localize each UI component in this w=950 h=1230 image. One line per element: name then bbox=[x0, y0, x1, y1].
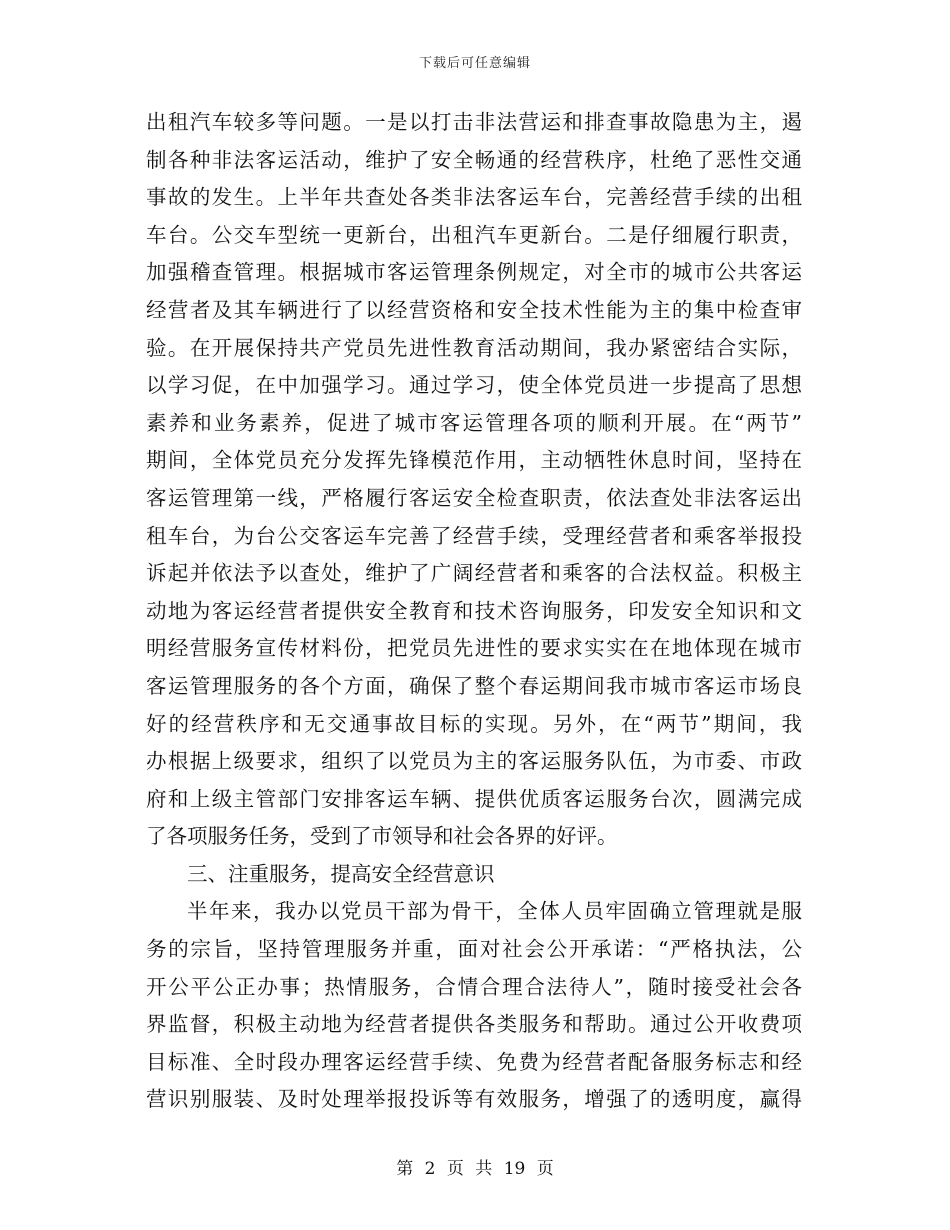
text-line: 素养和业务素养，促进了城市客运管理各项的顺利开展。在“两节” bbox=[146, 410, 802, 435]
text-line: 客运管理服务的各个方面，确保了整个春运期间我市城市客运市场良 bbox=[146, 673, 802, 698]
text-line: 期间，全体党员充分发挥先锋模范作用，主动牺牲休息时间，坚持在 bbox=[146, 448, 802, 473]
text-line: 动地为客运经营者提供安全教育和技术咨询服务，印发安全知识和文 bbox=[146, 598, 802, 623]
text-line: 开公平公正办事；热情服务，合情合理合法待人”，随时接受社会各 bbox=[146, 974, 802, 999]
text-line: 客运管理第一线，严格履行客运安全检查职责，依法查处非法客运出 bbox=[146, 485, 802, 510]
text-line: 明经营服务宣传材料份，把党员先进性的要求实实在在地体现在城市 bbox=[146, 636, 802, 661]
text-line: 加强稽查管理。根据城市客运管理条例规定，对全市的城市公共客运 bbox=[146, 260, 802, 285]
text-line: 验。在开展保持共产党员先进性教育活动期间，我办紧密结合实际， bbox=[146, 335, 802, 360]
text-line: 办根据上级要求，组织了以党员为主的客运服务队伍，为市委、市政 bbox=[146, 749, 802, 774]
text-line: 了各项服务任务，受到了市领导和社会各界的好评。 bbox=[146, 824, 618, 849]
section-heading: 三、注重服务，提高安全经营意识 bbox=[187, 861, 495, 886]
text-line: 府和上级主管部门安排客运车辆、提供优质客运服务台次，圆满完成 bbox=[146, 786, 802, 811]
text-line: 车台。公交车型统一更新台，出租汽车更新台。二是仔细履行职责， bbox=[146, 222, 802, 247]
text-line: 经营者及其车辆进行了以经营资格和安全技术性能为主的集中检查审 bbox=[146, 297, 802, 322]
text-line: 界监督，积极主动地为经营者提供各类服务和帮助。通过公开收费项 bbox=[146, 1012, 802, 1037]
text-line: 诉起并依法予以查处，维护了广阔经营者和乘客的合法权益。积极主 bbox=[146, 561, 802, 586]
text-line: 半年来，我办以党员干部为骨干，全体人员牢固确立管理就是服 bbox=[187, 899, 802, 924]
text-line: 制各种非法客运活动，维护了安全畅通的经营秩序，杜绝了恶性交通 bbox=[146, 147, 802, 172]
text-line: 营识别服装、及时处理举报投诉等有效服务，增强了的透明度，赢得 bbox=[146, 1087, 802, 1112]
text-line: 务的宗旨，坚持管理服务并重，面对社会公开承诺：“严格执法，公 bbox=[146, 937, 802, 962]
text-line: 租车台，为台公交客运车完善了经营手续，受理经营者和乘客举报投 bbox=[146, 523, 802, 548]
text-line: 以学习促，在中加强学习。通过学习，使全体党员进一步提高了思想 bbox=[146, 373, 802, 398]
text-line: 好的经营秩序和无交通事故目标的实现。另外，在“两节”期间，我 bbox=[146, 711, 802, 736]
page-header: 下载后可任意编辑 bbox=[418, 56, 531, 71]
text-line: 出租汽车较多等问题。一是以打击非法营运和排查事故隐患为主，遏 bbox=[146, 110, 802, 134]
text-line: 事故的发生。上半年共查处各类非法客运车台，完善经营手续的出租 bbox=[146, 185, 802, 210]
text-line: 目标准、全时段办理客运经营手续、免费为经营者配备服务标志和经 bbox=[146, 1049, 802, 1074]
page-footer: 第 2 页 共 19 页 bbox=[396, 1159, 554, 1179]
document-body bbox=[146, 104, 802, 1119]
